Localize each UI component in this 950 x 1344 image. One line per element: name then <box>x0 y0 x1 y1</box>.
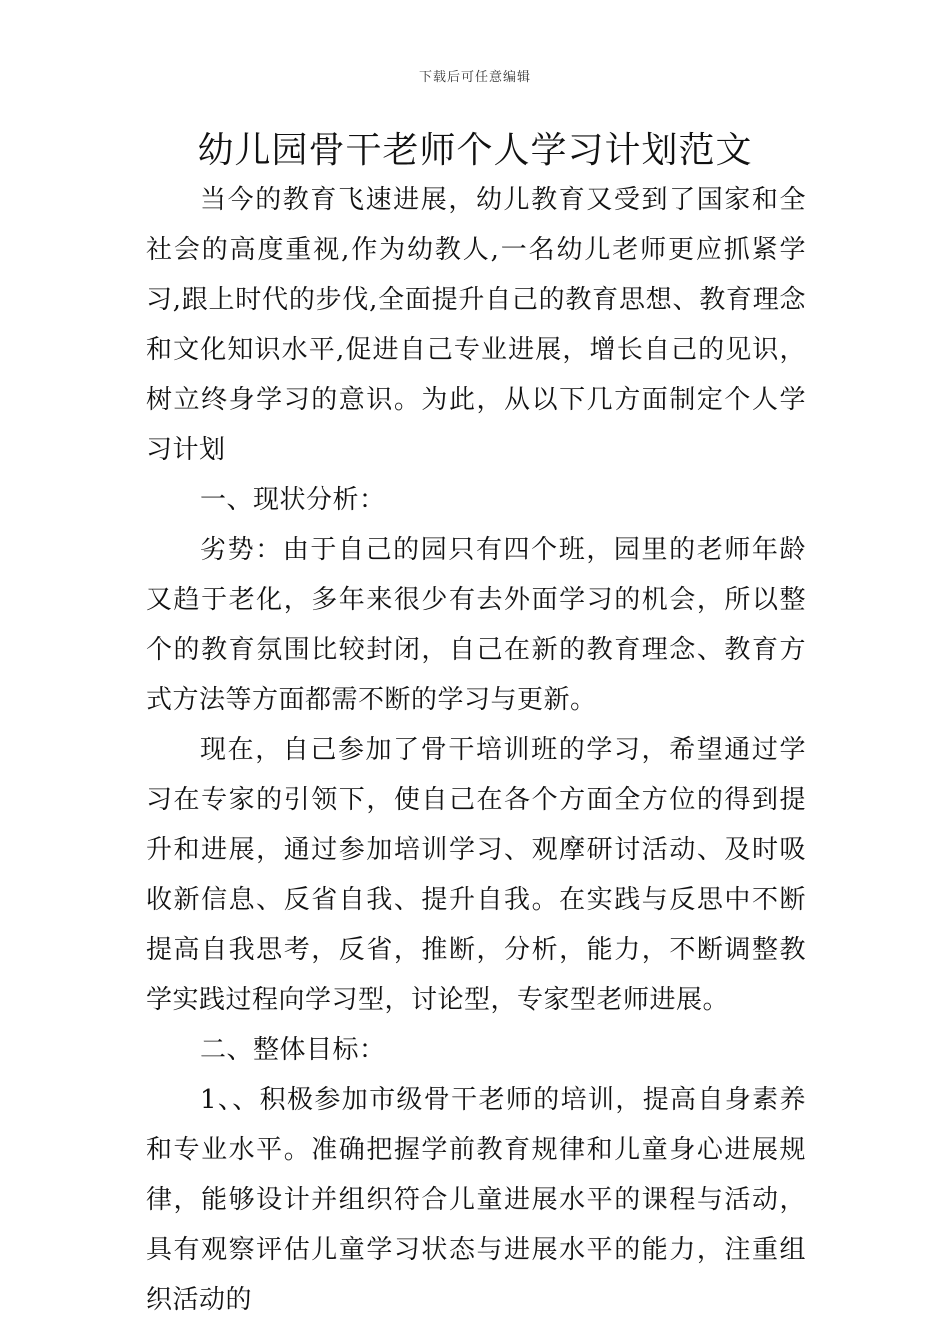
header-note: 下载后可任意编辑 <box>418 70 531 85</box>
section-heading-status-analysis: 一、现状分析： <box>200 485 386 515</box>
paragraph-intro: 当今的教育飞速进展，幼儿教育又受到了国家和全社会的高度重视,作为幼教人,一名幼儿老师更应抓紧学习,跟上时代的步伐,全面提升自己的教育思想、教育理念和文化知识水平,促进自己专业进展，增长自己的见识，树立终身学习的意识。为此，从以下几方面制定个人学习计划 <box>146 185 806 465</box>
section-heading-overall-goals: 二、整体目标： <box>200 1035 386 1065</box>
paragraph-goal-1: 1、、积极参加市级骨干老师的培训，提高自身素养和专业水平。准确把握学前教育规律和儿童身心进展规律，能够设计并组织符合儿童进展水平的课程与活动，具有观察评估儿童学习状态与进展水平的能力，注重组织活动的 <box>146 1085 806 1315</box>
paragraph-current-training: 现在，自己参加了骨干培训班的学习，希望通过学习在专家的引领下，使自己在各个方面全方位的得到提升和进展，通过参加培训学习、观摩研讨活动、及时吸收新信息、反省自我、提升自我。在实践与反思中不断提高自我思考，反省，推断，分析，能力，不断调整教学实践过程向学习型，讨论型，专家型老师进展。 <box>146 735 806 1015</box>
document-body <box>146 175 806 1325</box>
paragraph-weakness: 劣势：由于自己的园只有四个班，园里的老师年龄又趋于老化，多年来很少有去外面学习的机会，所以整个的教育氛围比较封闭，自己在新的教育理念、教育方式方法等方面都需不断的学习与更新。 <box>146 535 806 715</box>
document-title: 幼儿园骨干老师个人学习计划范文 <box>197 130 753 171</box>
